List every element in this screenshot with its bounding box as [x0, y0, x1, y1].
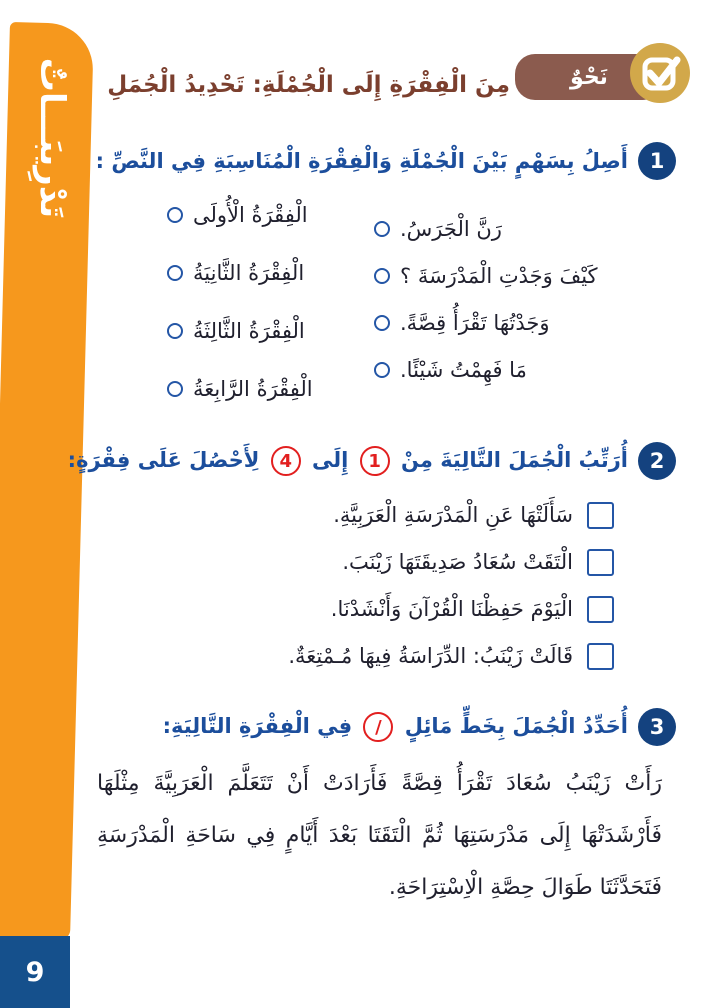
exercise3-paragraph-text: رَأَتْ زَيْنَبُ سُعَادَ تَقْرَأُ قِصَّةً فَأَرَادَتْ أَنْ تَتَعَلَّمَ الْعَرَبِيَّةَ مِثْلَهَا فَأَرْشَدَتْهَا إِلَى مَدْرَسَتِهَا ثُمَّ الْتَقَتَا بَعْدَ أَيَّامٍ فِي سَاحَةِ الْمَدْرَسَةِ فَتَحَدَّثَتَا طَوَالَ حِصَّةِ الْاِسْتِرَاحَةِ.: [97, 771, 662, 900]
order-from-number-badge: 1: [360, 446, 390, 476]
match-paragraph-text: الْفِقْرَةُ الثَّالِثَةُ: [193, 319, 305, 343]
order-item: [104, 498, 614, 532]
order-answer-box[interactable]: [587, 502, 614, 529]
order-answer-box[interactable]: [587, 643, 614, 670]
checkmark-box-icon: [629, 42, 691, 104]
match-item-paragraph: [167, 198, 332, 232]
match-paragraph-text: الْفِقْرَةُ الثَّانِيَةُ: [193, 261, 305, 285]
exercise2-prompt: [68, 446, 628, 476]
page-number-box: [0, 936, 70, 1008]
match-column-paragraphs: [167, 198, 332, 430]
order-answer-box[interactable]: [587, 596, 614, 623]
match-connector-circle[interactable]: [374, 268, 390, 284]
order-sentence-text: الْتَقَتْ سُعَادُ صَدِيقَتَهَا زَيْنَبَ.: [342, 550, 573, 574]
match-sentence-text: مَا فَهِمْتُ شَيْئًا.: [400, 358, 527, 382]
subject-badge-label: نَحْوٌ: [570, 64, 608, 90]
match-sentence-text: رَنَّ الْجَرَسُ.: [400, 217, 502, 241]
order-item: [104, 592, 614, 626]
match-item-paragraph: [167, 372, 332, 406]
match-paragraph-text: الْفِقْرَةُ الرَّابِعَةُ: [193, 377, 313, 401]
exercise2-prompt-part2: إِلَى: [312, 448, 349, 472]
match-item-sentence: [374, 212, 614, 246]
match-connector-circle[interactable]: [374, 362, 390, 378]
order-sentence-list: [104, 498, 614, 686]
exercise2-prompt-part1: أُرَتِّبُ الْجُمَلَ التَّالِيَةَ مِنْ: [400, 448, 628, 472]
exercise2-number-badge: 2: [638, 442, 676, 480]
match-item-sentence: [374, 259, 614, 293]
match-connector-circle[interactable]: [374, 221, 390, 237]
match-column-sentences: [374, 212, 614, 400]
match-sentence-text: كَيْفَ وَجَدْتِ الْمَدْرَسَةَ ؟: [400, 264, 598, 288]
exercise3-heading: [163, 708, 676, 746]
match-connector-circle[interactable]: [374, 315, 390, 331]
order-item: [104, 639, 614, 673]
match-connector-circle[interactable]: [167, 207, 183, 223]
match-item-sentence: [374, 353, 614, 387]
exercise2-prompt-part3: لِأَحْصُلَ عَلَى فِقْرَةٍ:: [67, 448, 260, 472]
match-connector-circle[interactable]: [167, 381, 183, 397]
exercise1-prompt: أَصِلُ بِسَهْمٍ بَيْنَ الْجُمْلَةِ وَالْفِقْرَةِ الْمُنَاسِبَةِ فِي النَّصِّ :: [95, 149, 628, 173]
match-connector-circle[interactable]: [167, 323, 183, 339]
order-answer-box[interactable]: [587, 549, 614, 576]
exercise2-heading: [68, 442, 676, 480]
order-to-number-badge: 4: [271, 446, 301, 476]
match-connector-circle[interactable]: [167, 265, 183, 281]
order-item: [104, 545, 614, 579]
exercise3-prompt-part2: فِي الْفِقْرَةِ التَّالِيَةِ:: [162, 714, 353, 738]
match-item-sentence: [374, 306, 614, 340]
exercise3-prompt-part1: أُحَدِّدُ الْجُمَلَ بِخَطٍّ مَائِلٍ: [404, 714, 628, 738]
page-number: 9: [25, 956, 45, 988]
match-sentence-text: وَجَدْتُهَا تَقْرَأُ قِصَّةً.: [400, 311, 550, 335]
exercise1-number-badge: 1: [638, 142, 676, 180]
order-sentence-text: الْيَوْمَ حَفِظْنَا الْقُرْآنَ وَأَنْشَدْنَا.: [330, 597, 573, 621]
exercise3-number-badge: 3: [638, 708, 676, 746]
slash-symbol-badge: /: [363, 712, 393, 742]
page-title: مِنَ الْفِقْرَةِ إِلَى الْجُمْلَةِ: تَحْدِيدُ الْجُمَلِ: [107, 72, 510, 98]
exercise1-heading: [96, 142, 676, 180]
order-sentence-text: قَالَتْ زَيْنَبُ: الدِّرَاسَةُ فِيهَا مُـمْتِعَةٌ.: [288, 644, 573, 668]
sidebar-vertical-label: تَدْرِيبَـــاتٌ: [32, 57, 72, 219]
match-item-paragraph: [167, 314, 332, 348]
order-sentence-text: سَأَلَتْهَا عَنِ الْمَدْرَسَةِ الْعَرَبِيَّةِ.: [333, 503, 573, 527]
match-item-paragraph: [167, 256, 332, 290]
match-paragraph-text: الْفِقْرَةُ الْأُولَى: [193, 203, 308, 227]
exercise3-prompt: [163, 712, 628, 742]
